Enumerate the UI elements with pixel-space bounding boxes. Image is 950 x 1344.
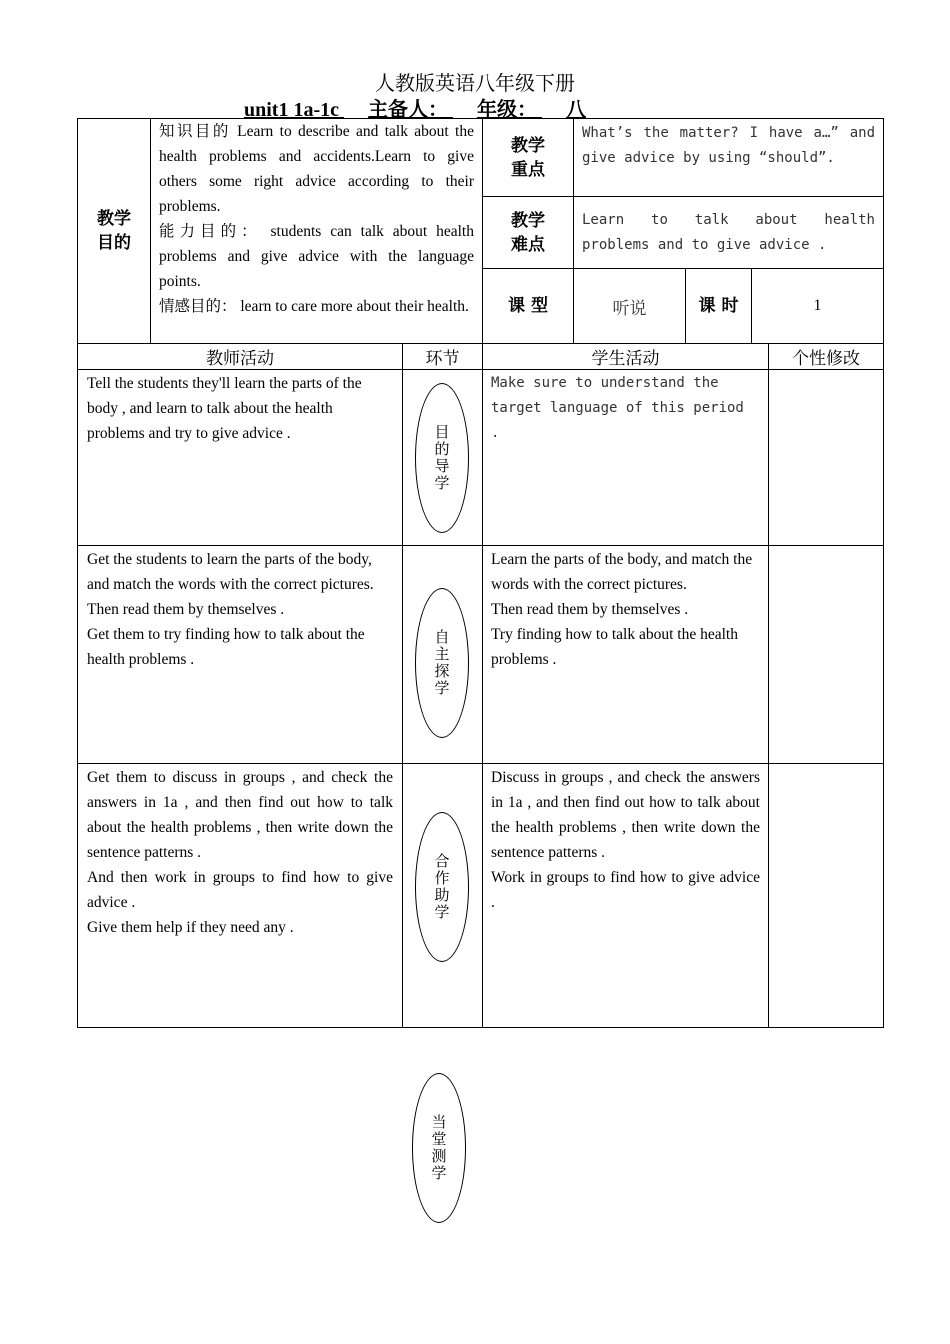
unit-label: unit1 1a-1c — [244, 99, 339, 121]
column-header-teacher: 教师活动 — [77, 343, 403, 370]
stage-oval — [415, 812, 469, 962]
difficulty-label: 教学 难点 — [482, 196, 574, 269]
document-title: 人教版英语八年级下册 — [375, 71, 575, 95]
row3-student-activity: Discuss in groups , and check the answers in 1a , and then find out how to talk about the health problems , then write down the sentence patterns . Work in groups to find how to give advice . — [482, 763, 769, 1028]
lesson-hours-label: 课 时 — [685, 268, 752, 344]
lesson-type-label: 课 型 — [482, 268, 574, 344]
row1-student-activity: Make sure to understand the target language of this period . — [482, 369, 769, 546]
column-header-student: 学生活动 — [482, 343, 769, 370]
row3-teacher-activity: Get them to discuss in groups , and check the answers in 1a , and then find out how to talk about the health problems , then write down the sentence patterns . And then work in groups to find how to give advice . Give them help if they need any . — [77, 763, 403, 1028]
key-points-label: 教学 重点 — [482, 118, 574, 197]
row1-stage: 目的导学 — [432, 424, 451, 492]
stage-oval — [415, 383, 469, 533]
row3-stage: 合作助学 — [432, 853, 451, 921]
grade-value: 八 — [566, 99, 586, 121]
difficulty-text: Learn to talk about health problems and to give advice . — [573, 196, 884, 269]
row2-stage: 自主探学 — [432, 629, 451, 697]
footer-stage: 当堂测学 — [429, 1114, 448, 1182]
goals-text: 知识目的 Learn to describe and talk about the health problems and accidents.Learn to give others some right advice according to their problems. 能力目的： students can talk about health problems and give advice with the language points. 情感目的： learn to care more about their health. — [150, 118, 483, 344]
column-header-stage: 环节 — [402, 343, 483, 370]
lesson-type-value: 听说 — [573, 268, 686, 344]
row2-stage-cell — [402, 545, 483, 764]
test-stage-oval — [412, 1073, 466, 1223]
lesson-hours-value: 1 — [751, 268, 884, 344]
stage-oval — [415, 588, 469, 738]
row1-stage-cell — [402, 369, 483, 546]
row3-stage-cell — [402, 763, 483, 1028]
row2-teacher-activity: Get the students to learn the parts of the body, and match the words with the correct pictures. Then read them by themselves . Get them to try finding how to talk about the health problems . — [77, 545, 403, 764]
key-points-text: What’s the matter? I have a…” and give advice by using “should”. — [573, 118, 884, 197]
row2-notes — [768, 545, 884, 764]
goals-label: 教学 目的 — [77, 118, 151, 344]
preparer-label: 主备人： — [368, 99, 448, 121]
column-header-notes: 个性修改 — [768, 343, 884, 370]
row3-notes — [768, 763, 884, 1028]
row2-student-activity: Learn the parts of the body, and match the words with the correct pictures. Then read them by themselves . Try finding how to talk about the health problems . — [482, 545, 769, 764]
grade-label: 年级： — [477, 99, 537, 121]
row1-notes — [768, 369, 884, 546]
row1-teacher-activity: Tell the students they'll learn the parts of the body , and learn to talk about the health problems and try to give advice . — [77, 369, 403, 546]
